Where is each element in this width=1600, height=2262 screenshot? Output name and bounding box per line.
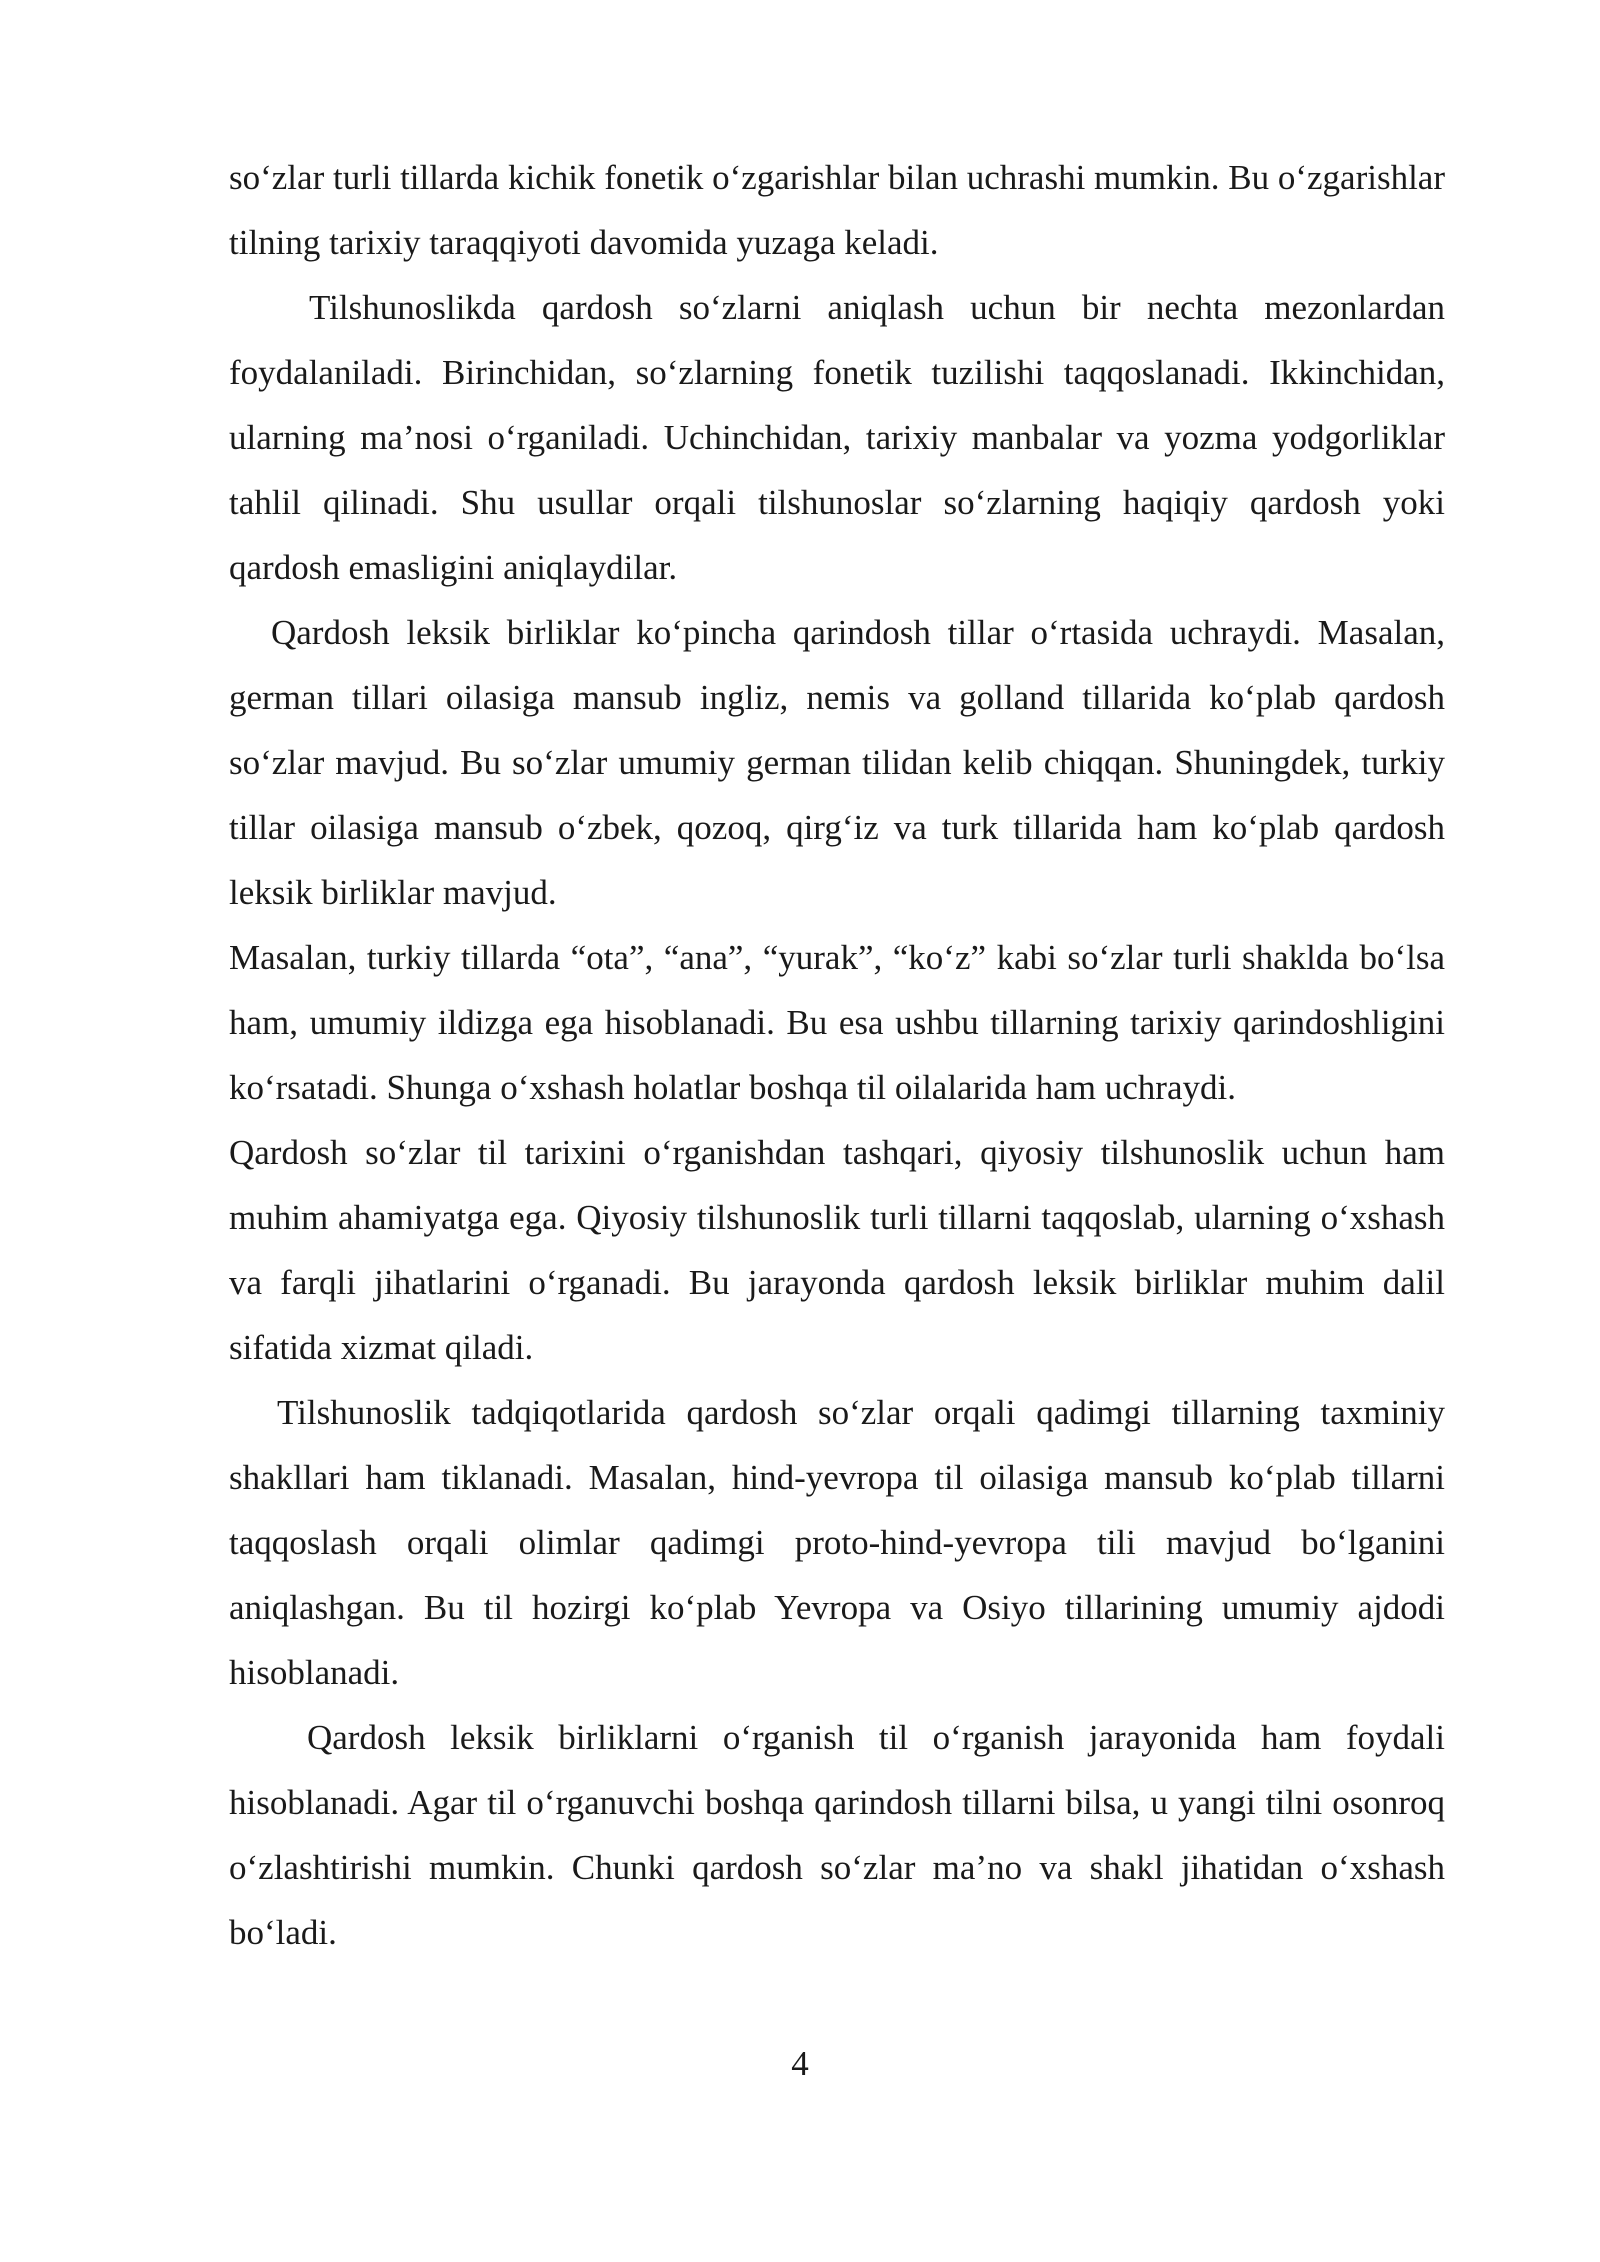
paragraph-1: so‘zlar turli tillarda kichik fonetik o‘zgarishlar bilan uchrashi mumkin. Bu o‘zgarishlar tilning tarixiy taraqqiyoti davomida yuzaga keladi. [229, 158, 1445, 262]
paragraph-7: Qardosh leksik birliklarni o‘rganish til o‘rganish jarayonida ham foydali hisoblanadi. Agar til o‘rganuvchi boshqa qarindosh tillarni bilsa, u yangi tilni osonroq o‘zlashtirishi mumkin. Chunki qardosh so‘zlar ma’no va shakl jihatidan o‘xshash bo‘ladi. [229, 1718, 1445, 1952]
paragraph-6: Tilshunoslik tadqiqotlarida qardosh so‘zlar orqali qadimgi tillarning taxminiy shakllari ham tiklanadi. Masalan, hind-yevropa til oilasiga mansub ko‘plab tillarni taqqoslash orqali olimlar qadimgi proto-hind-yevropa tili mavjud bo‘lganini aniqlashgan. Bu til hozirgi ko‘plab Yevropa va Osiyo tillarining umumiy ajdodi hisoblanadi. [229, 1393, 1445, 1692]
paragraph-2: Tilshunoslikda qardosh so‘zlarni aniqlash uchun bir nechta mezonlardan foydalaniladi. Birinchidan, so‘zlarning fonetik tuzilishi taqqoslanadi. Ikkinchidan, ularning ma’nosi o‘rganiladi. Uchinchidan, tarixiy manbalar va yozma yodgorliklar tahlil qilinadi. Shu usullar orqali tilshunoslar so‘zlarning haqiqiy qardosh yoki qardosh emasligini aniqlaydilar. [229, 288, 1445, 587]
paragraph-3: Qardosh leksik birliklar ko‘pincha qarindosh tillar o‘rtasida uchraydi. Masalan, german tillari oilasiga mansub ingliz, nemis va golland tillarida ko‘plab qardosh so‘zlar mavjud. Bu so‘zlar umumiy german tilidan kelib chiqqan. Shuningdek, turkiy tillar oilasiga mansub o‘zbek, qozoq, qirg‘iz va turk tillarida ham ko‘plab qardosh leksik birliklar mavjud. [229, 613, 1445, 912]
paragraph-4: Masalan, turkiy tillarda “ota”, “ana”, “yurak”, “ko‘z” kabi so‘zlar turli shaklda bo‘lsa ham, umumiy ildizga ega hisoblanadi. Bu esa ushbu tillarning tarixiy qarindoshligini ko‘rsatadi. Shunga o‘xshash holatlar boshqa til oilalarida ham uchraydi. [229, 938, 1445, 1107]
document-body [229, 145, 1445, 1965]
page-number: 4 [791, 2044, 809, 2083]
paragraph-5: Qardosh so‘zlar til tarixini o‘rganishdan tashqari, qiyosiy tilshunoslik uchun ham muhim ahamiyatga ega. Qiyosiy tilshunoslik turli tillarni taqqoslab, ularning o‘xshash va farqli jihatlarini o‘rganadi. Bu jarayonda qardosh leksik birliklar muhim dalil sifatida xizmat qiladi. [229, 1133, 1445, 1367]
